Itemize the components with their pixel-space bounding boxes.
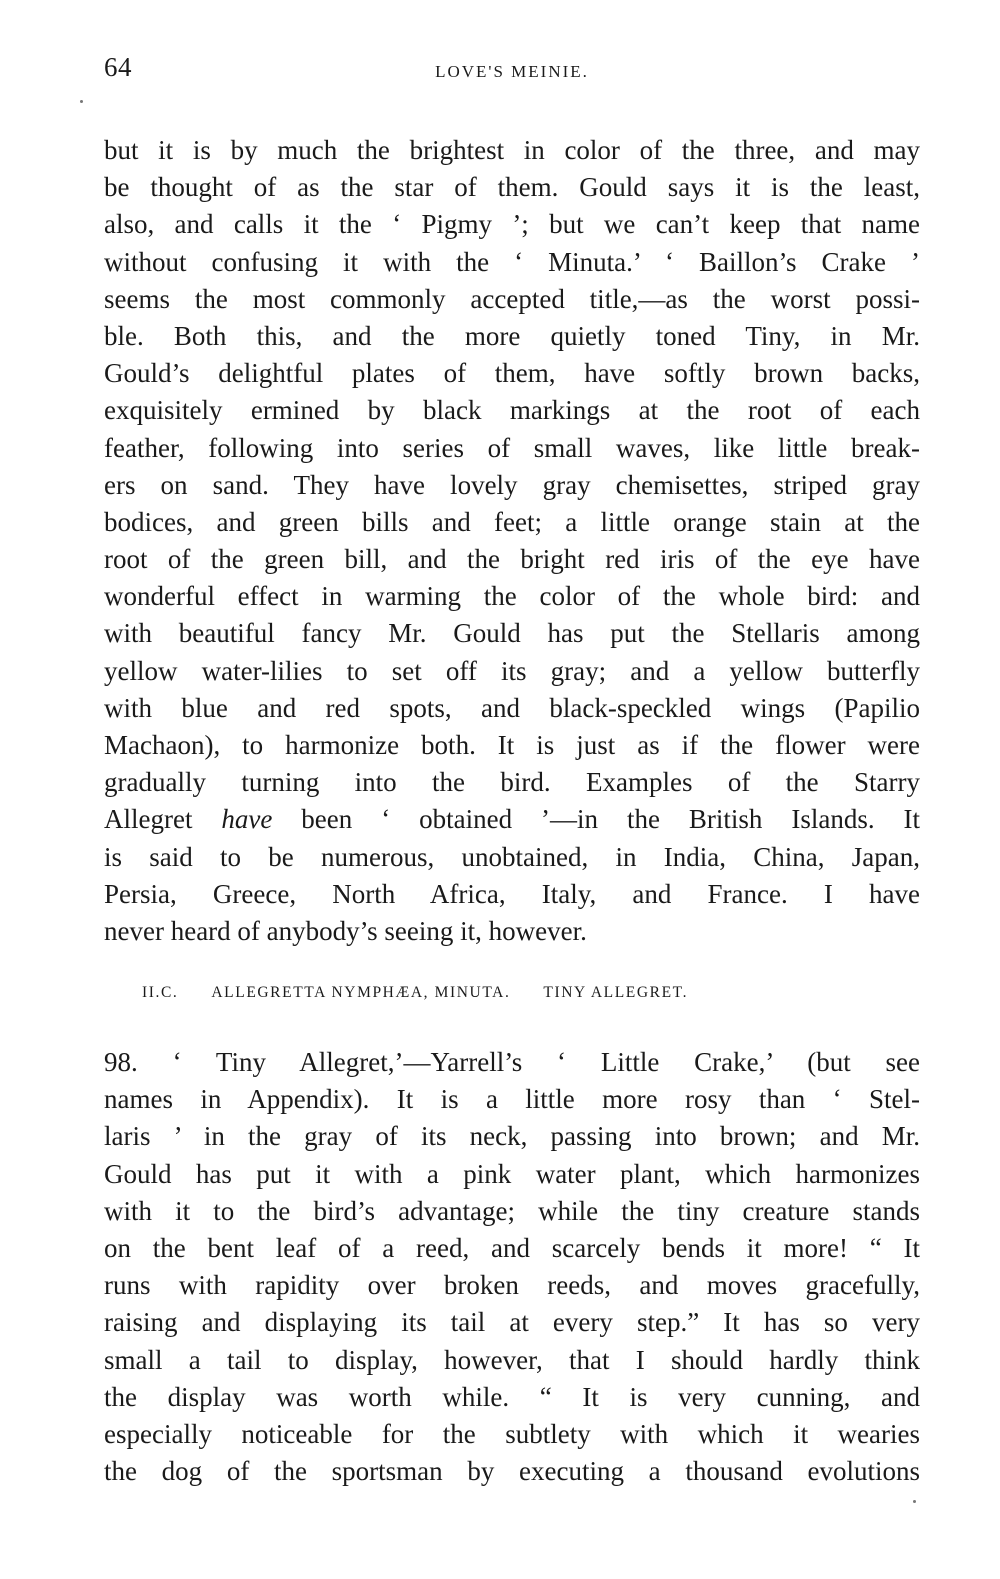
text-line: seems the most commonly accepted title,—as the worst possi- (104, 283, 920, 314)
text-line: 98. ‘ Tiny Allegret,’—Yarrell’s ‘ Little Crake,’ (but see (104, 1047, 920, 1077)
running-title: LOVE'S MEINIE. (435, 62, 589, 81)
text-line: Machaon), to harmonize both. It is just as if the flower were (104, 730, 920, 760)
text-line: feather, following into series of small waves, like little break- (104, 432, 920, 463)
text-line: runs with rapidity over broken reeds, and moves gracefully, (104, 1270, 920, 1301)
section-english-name: TINY ALLEGRET. (543, 984, 689, 1001)
text-line: small a tail to display, however, that I should hardly think (104, 1344, 920, 1375)
text-line: Persia, Greece, North Africa, Italy, and France. I have (104, 878, 920, 909)
text-line: exquisitely ermined by black markings at the root of each (104, 395, 920, 426)
italic-word: have (221, 804, 273, 835)
text-line: gradually turning into the bird. Examples of the Starry (104, 767, 920, 798)
text-line: with beautiful fancy Mr. Gould has put the Stellaris among (104, 618, 920, 649)
text-line: with blue and red spots, and black-speckled wings (Papilio (104, 692, 920, 723)
text-line: bodices, and green bills and feet; a little orange stain at the (104, 506, 920, 537)
text-line: laris ’ in the gray of its neck, passing into brown; and Mr. (104, 1121, 920, 1152)
text-line: Gould’s delightful plates of them, have softly brown backs, (104, 358, 920, 389)
text-line: but it is by much the brightest in color of the three, and may (104, 135, 920, 165)
page-header (104, 52, 920, 102)
paper-speck (913, 1500, 916, 1503)
section-number: II.C. (142, 984, 179, 1001)
text-line: root of the green bill, and the bright red iris of the eye have (104, 544, 920, 575)
text-line: names in Appendix). It is a little more rosy than ‘ Stel- (104, 1084, 920, 1115)
line-segment: been ‘ obtained ’—in the British Islands. It (272, 804, 921, 835)
page-number: 64 (104, 52, 132, 82)
paper-speck (80, 100, 83, 103)
paragraph-2 (104, 1044, 920, 1490)
text-line-allegret (104, 801, 920, 838)
text-line: never heard of anybody’s seeing it, however. (104, 915, 587, 946)
text-line: Gould has put it with a pink water plant, which harmonizes (104, 1158, 920, 1189)
line-segment: Allegret (104, 804, 222, 835)
section-latin-name: ALLEGRETTA NYMPHÆA, MINUTA. (211, 984, 511, 1001)
paragraph-1 (104, 132, 920, 950)
text-line: yellow water-lilies to set off its gray; and a yellow butterfly (104, 655, 920, 686)
text-line: ble. Both this, and the more quietly toned Tiny, in Mr. (104, 320, 920, 351)
text-line: without confusing it with the ‘ Minuta.’ ‘ Baillon’s Crake ’ (104, 246, 920, 277)
text-line: wonderful effect in warming the color of the whole bird: and (104, 581, 920, 612)
text-line: especially noticeable for the subtlety with which it wearies (104, 1418, 920, 1449)
text-line: be thought of as the star of them. Gould says it is the least, (104, 172, 920, 203)
text-line: is said to be numerous, unobtained, in India, China, Japan, (104, 841, 920, 872)
text-line: the display was worth while. “ It is very cunning, and (104, 1381, 920, 1412)
text-line: with it to the bird’s advantage; while the tiny creature stands (104, 1195, 920, 1226)
text-line: also, and calls it the ‘ Pigmy ’; but we can’t keep that name (104, 209, 920, 240)
text-line: the dog of the sportsman by executing a thousand evolutions (104, 1456, 920, 1487)
text-line: ers on sand. They have lovely gray chemisettes, striped gray (104, 469, 920, 500)
text-line: on the bent leaf of a reed, and scarcely bends it more! “ It (104, 1232, 920, 1263)
section-heading (142, 984, 882, 1002)
text-line: raising and displaying its tail at every step.” It has so very (104, 1307, 920, 1338)
